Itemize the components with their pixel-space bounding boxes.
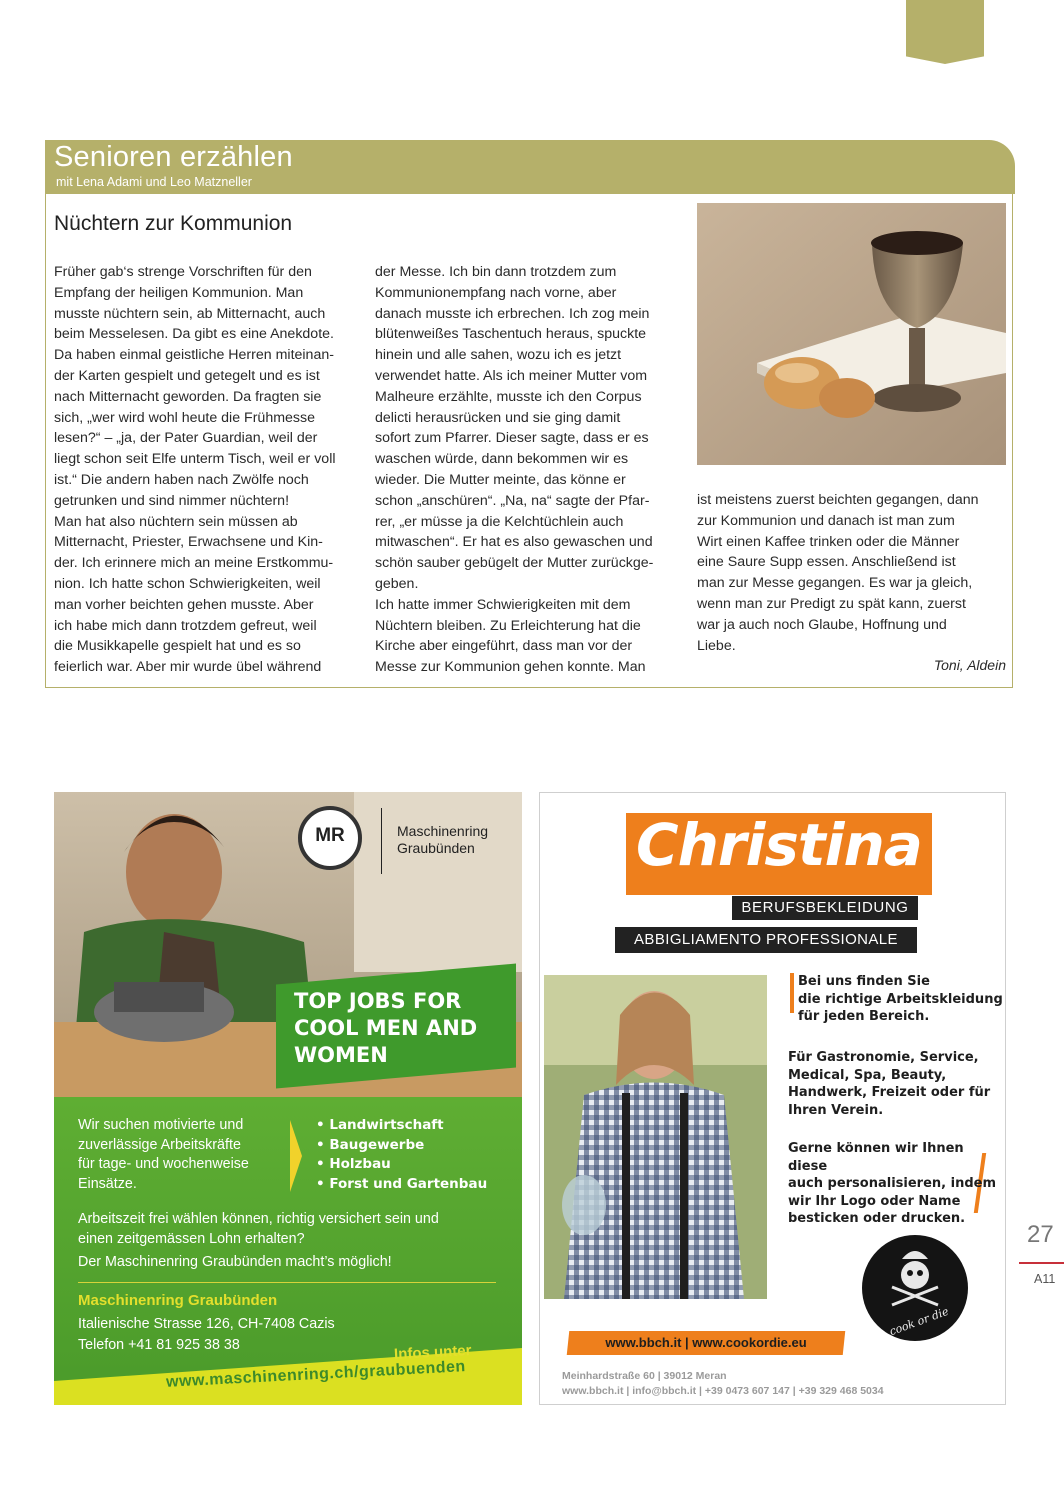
ad1-website-link[interactable]: www.maschinenring.ch/graubuenden: [165, 1358, 467, 1391]
christina-logo-text: Christina: [636, 811, 922, 879]
ad2-website-links[interactable]: www.bbch.it | www.cookordie.eu: [605, 1335, 807, 1350]
ad2-text-3: Gerne können wir Ihnen diese auch personalisieren, indem wir Ihr Logo oder Name besticken oder drucken.: [788, 1141, 996, 1226]
page-number-rule: [1019, 1262, 1064, 1264]
article-signature: Toni, Aldein: [933, 657, 1006, 673]
chalice-bread-photo: [697, 203, 1006, 465]
article-column-3: ist meistens zuerst beichten gegangen, dann zur Kommunion und danach ist man zum Wirt einen Kaffee trinken oder die Männer eine Saure Supp essen. Anschließend ist man zur Messe gegangen. Es war ja gleich, wenn man zur Predigt zu spät kann, zuerst war ja auch noch Glaube, Hoffnung und Liebe.: [697, 492, 979, 654]
list-item: • Holzbau: [316, 1155, 487, 1175]
section-subtitle: mit Lena Adami und Leo Matzneller: [56, 175, 252, 189]
ad2-text-2: Für Gastronomie, Service, Medical, Spa, Beauty, Handwerk, Freizeit oder für Ihren Verein.: [788, 1050, 991, 1118]
page-code: A11: [1034, 1272, 1056, 1286]
ad1-paragraph: Arbeitszeit frei wählen können, richtig versichert sein und einen zeitgemässen Lohn erhalten?: [78, 1211, 439, 1247]
corner-tab: [906, 0, 984, 64]
ad1-tagline: Der Maschinenring Graubünden macht’s möglich!: [78, 1254, 392, 1270]
ad2-abbigliamento-label: ABBIGLIAMENTO PROFESSIONALE: [615, 927, 917, 953]
article-column-1: Früher gab‘s strenge Vorschriften für den Empfang der heiligen Kommunion. Man musste nüchtern sein, ab Mitternacht, auch beim Messelesen. Da gibt es eine Anekdote. Da haben einmal geistliche Herren miteinan- der Karten gespielt und getegelt und es ist nach Mitternacht geworden. Da fragten sie sich, „wer wird wohl heute die Frühmesse lesen?“ – „ja, der Pater Guardian, weil der liegt schon seit Elfe unterm Tisch, weil er voll ist.“ Die andern haben nach Zwölfe noch getrunken und sind nimmer nüchtern! Man hat also nüchtern sein müssen ab Mitternacht, Priester, Erwachsene und Kin- der. Ich erinnere mich an meine Erstkommu- nion. Ich hatte schon Schwierigkeiten, weil man vorher beichten gehen musste. Aber ich habe mich dann trotzdem gefreut, weil die Musikkapelle gespielt hat und es so feierlich war. Aber mir wurde übel während: [54, 264, 336, 676]
mr-logo-text: MR: [315, 825, 345, 846]
article-headline: Nüchtern zur Kommunion: [54, 212, 293, 235]
ad1-banner-text: TOP JOBS FOR COOL MEN AND WOMEN: [294, 989, 478, 1067]
page-number: 27: [1027, 1221, 1054, 1248]
ad1-job-list: [316, 1116, 487, 1194]
list-item: • Forst und Gartenbau: [316, 1175, 487, 1195]
ad1-address: Italienische Strasse 126, CH-7408 Cazis Telefon +41 81 925 38 38: [78, 1316, 335, 1353]
arrow-icon: [290, 1120, 302, 1192]
ad2-text-1: Bei uns finden Sie die richtige Arbeitskleidung für jeden Bereich.: [798, 974, 1003, 1024]
woman-photo: [544, 975, 767, 1299]
list-item: • Baugewerbe: [316, 1136, 487, 1156]
maschinenring-ad: [54, 792, 522, 1405]
ad2-contact-footer: Meinhardstraße 60 | 39012 Meran www.bbch.it | info@bbch.it | +39 0473 607 147 | +39 329 468 5034: [562, 1370, 884, 1397]
logo-divider: [381, 808, 382, 874]
list-item: • Landwirtschaft: [316, 1116, 487, 1136]
ad1-infos-label: Infos unter: [393, 1341, 472, 1364]
ad1-intro: Wir suchen motivierte und zuverlässige Arbeitskräfte für tage- und wochenweise Einsätze.: [78, 1117, 249, 1192]
article-column-2: der Messe. Ich bin dann trotzdem zum Kommunionempfang nach vorne, aber danach musste ich erbrechen. Ich zog mein blütenweißes Taschentuch heraus, spuckte hinein und alle sahen, wozu ich es jetzt verwendet hatte. Als ich meiner Mutter vom Malheure erzählte, musste ich den Corpus delicti herausrücken und sie ging damit sofort zum Pfarrer. Dieser sagte, dass er es waschen würde, dann bekommen wir es wieder. Die Mutter meinte, das könne er schon „anschüren“. „Na, na“ sagte der Pfar- rer, „er müsse ja die Kelchtüchlein auch mitwaschen“. Er hat es also gewaschen und schön sauber gebügelt der Mutter zurückge- geben. Ich hatte immer Schwierigkeiten mit dem Nüchtern bleiben. Zu Erleichterung hat die Kirche aber eingeführt, dass man vor der Messe zur Kommunion gehen konnte. Man: [375, 264, 654, 676]
ad1-org-name: Maschinenring Graubünden: [78, 1292, 278, 1309]
ad1-divider-line: [78, 1282, 496, 1283]
ad1-brand-name: Maschinenring Graubünden: [397, 823, 489, 856]
ad2-berufs-label: BERUFSBEKLEIDUNG: [732, 896, 918, 920]
christina-ad: [539, 792, 1006, 1405]
cook-or-die-text: cook or die: [887, 1304, 951, 1339]
section-title: Senioren erzählen: [54, 141, 293, 173]
accent-bar: [790, 973, 794, 1013]
